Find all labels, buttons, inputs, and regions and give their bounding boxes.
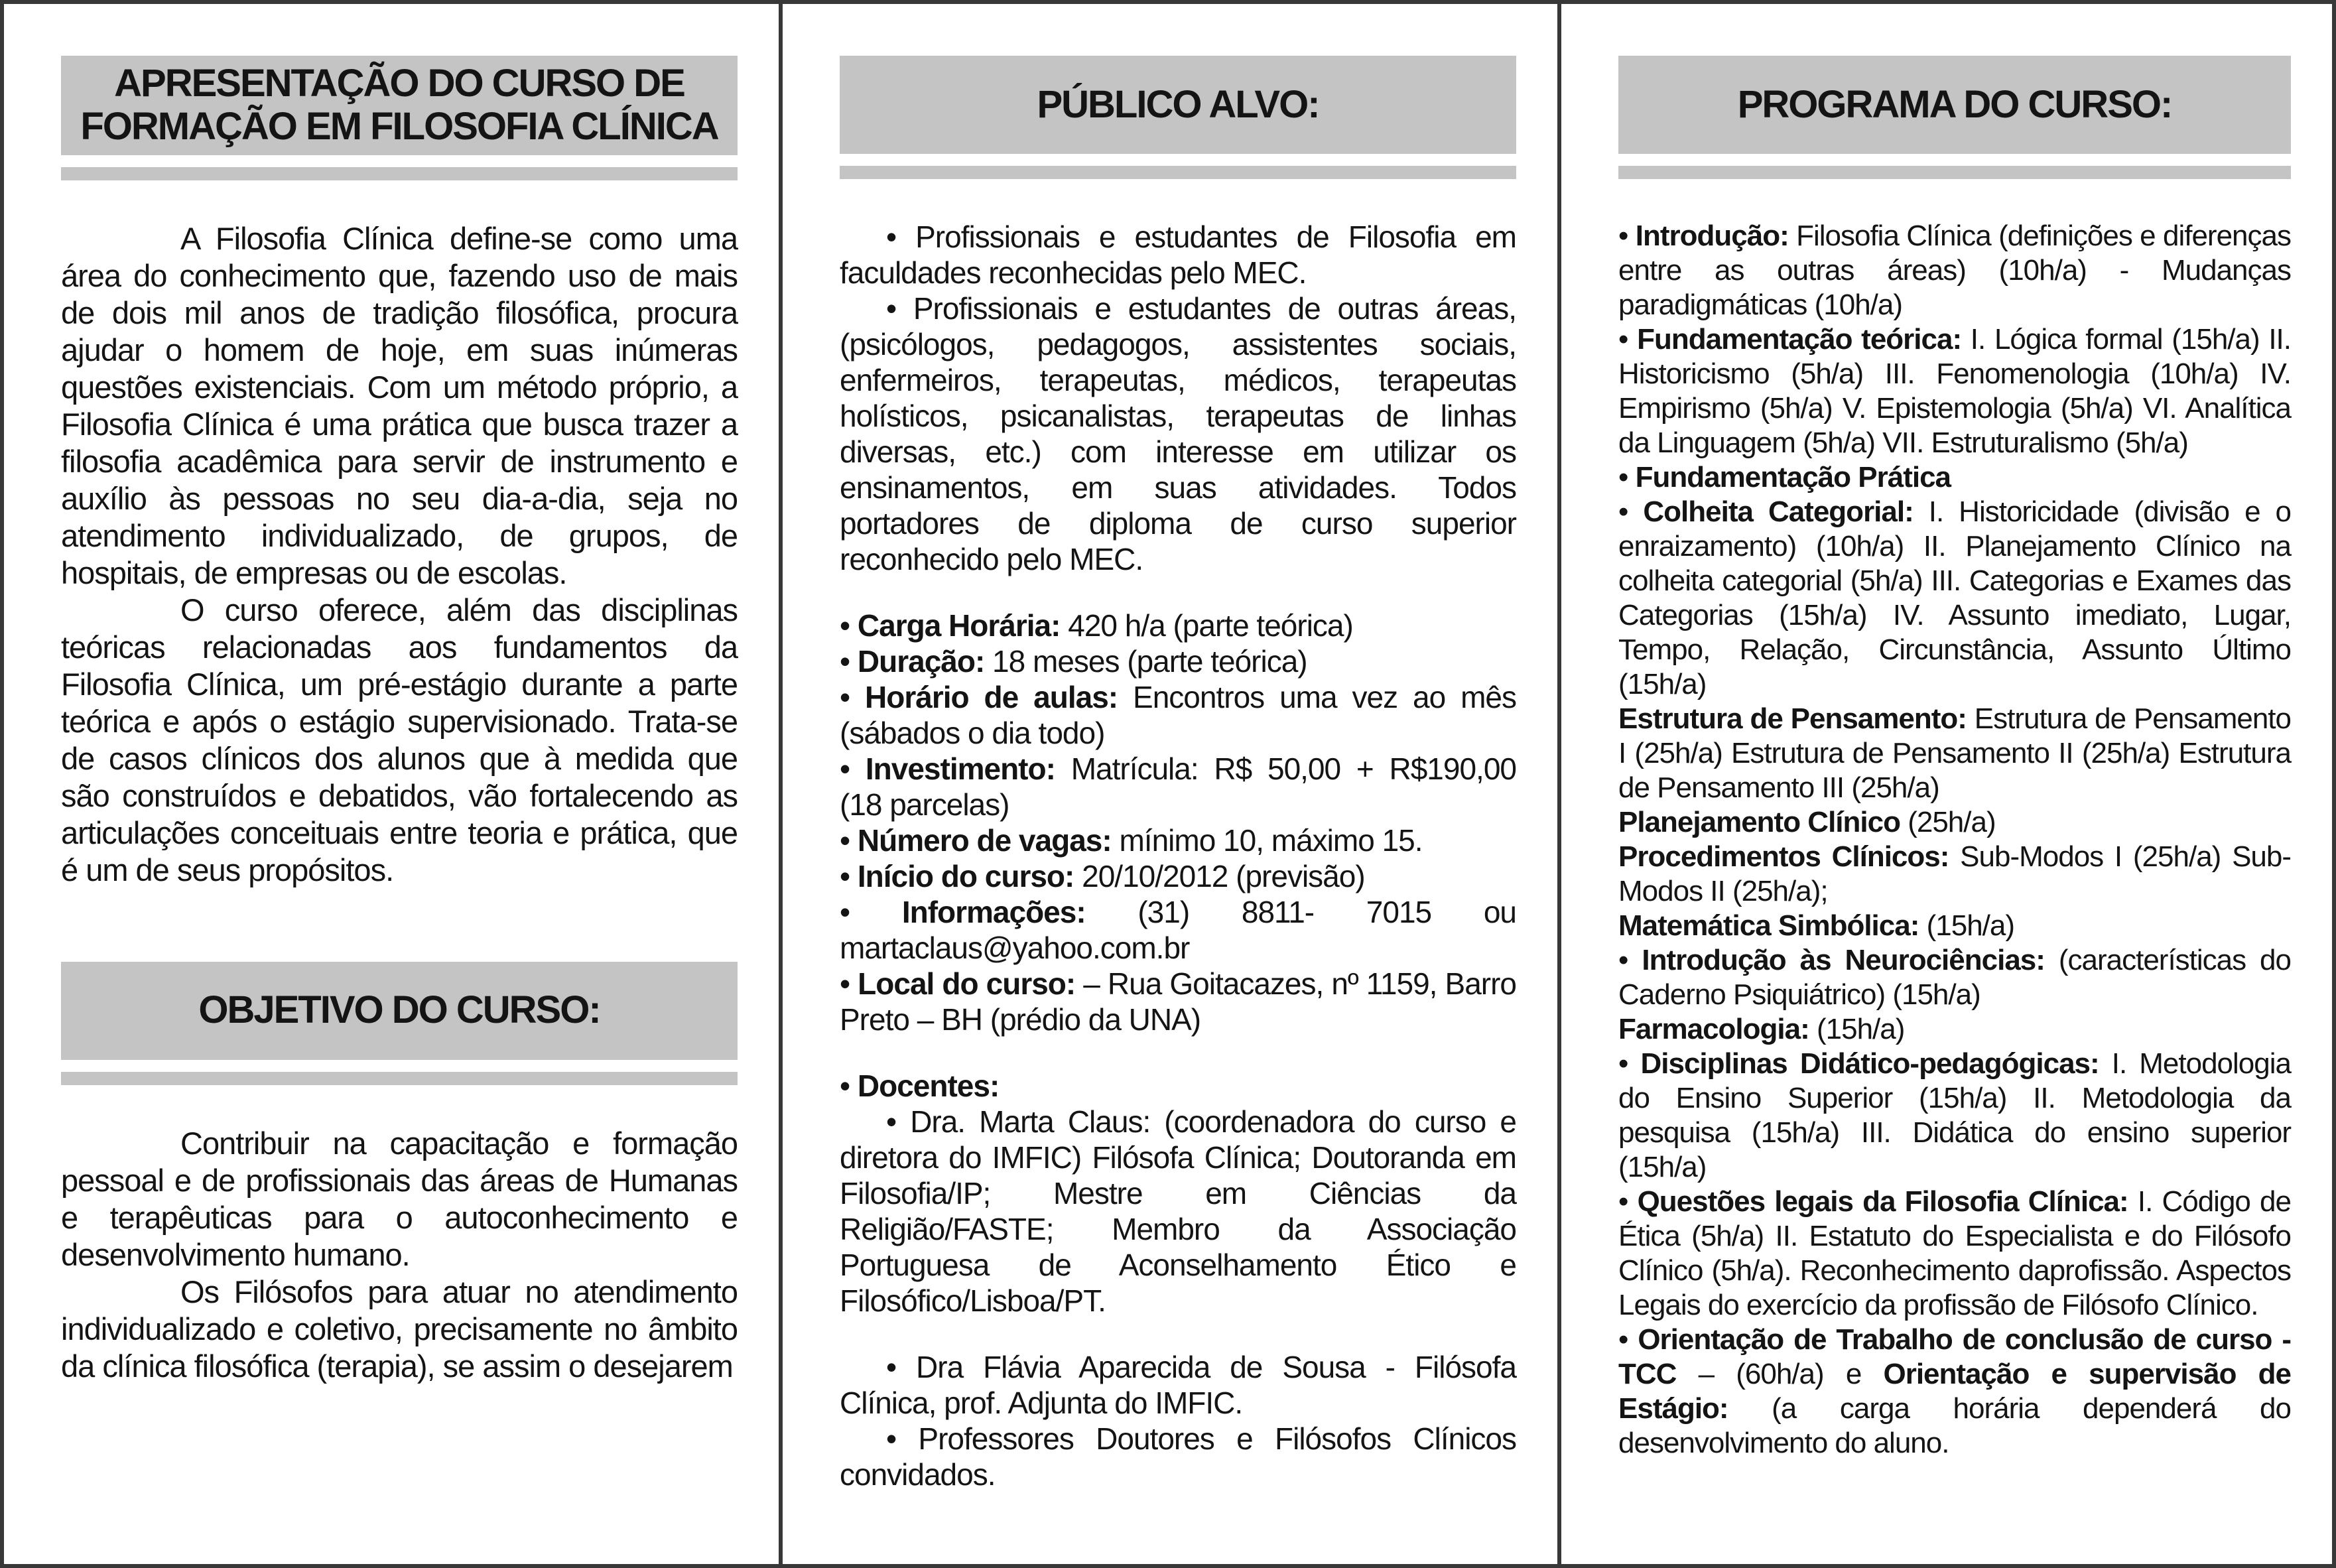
text-segment: (características do Caderno Psiquiátrico) (15h/a)	[1618, 944, 2292, 1011]
programa-item	[1618, 495, 2291, 702]
text-segment: Matemática Simbólica:	[1618, 909, 1919, 942]
text-segment: Introdução às Neurociências:	[1642, 944, 2045, 976]
programa-item	[1618, 322, 2291, 460]
text-segment: • Profissionais e estudantes de outras áreas, (psicólogos, pedagogos, assistentes sociais, enfermeiros, terapeutas, médicos, terapeutas holísticos, psicanalistas, terapeutas de linhas diversas, etc.) com interesse em utilizar os ensinamentos, em suas atividades. Todos portadores de diploma de curso superior reconhecido pelo MEC.	[840, 291, 1516, 576]
text-segment: Investimento:	[865, 751, 1055, 786]
text-segment: • Professores Doutores e Filósofos Clínicos convidados.	[840, 1421, 1516, 1492]
heading-underline-bar	[61, 1072, 738, 1085]
info-item	[840, 751, 1516, 822]
info-item	[840, 858, 1516, 894]
section-title: OBJETIVO DO CURSO:	[198, 988, 600, 1032]
info-item	[840, 1068, 1516, 1104]
programa-item	[1618, 219, 2291, 322]
paragraph	[61, 1125, 738, 1274]
text-segment: 18 meses (parte teórica)	[984, 644, 1307, 679]
text-segment: Planejamento Clínico	[1618, 806, 1900, 838]
text-segment: Docentes:	[857, 1069, 1000, 1103]
paragraph	[61, 592, 738, 889]
text-segment: Informações:	[901, 895, 1086, 929]
text-segment: Questões legais da Filosofia Clínica:	[1637, 1185, 2128, 1218]
docente-item	[840, 1349, 1516, 1421]
text-segment: •	[1618, 1323, 1638, 1356]
info-item	[840, 608, 1516, 643]
info-item	[840, 822, 1516, 858]
text-segment: •	[1618, 1185, 1638, 1218]
text-segment: Local do curso:	[858, 966, 1076, 1001]
text-segment: I. Historicidade (divisão e o enraizamento) (10h/a) II. Planejamento Clínico na colheita categorial (5h/a) III. Categorias e Exames das Categorias (15h/a) IV. Assunto imediato, Lugar, Tempo, Relação, Circunstância, Assunto Último (15h/a)	[1618, 495, 2291, 700]
text-segment: •	[840, 895, 902, 929]
programa-item	[1618, 840, 2291, 909]
info-item	[840, 894, 1516, 966]
text-segment: Encontros uma vez ao mês (sábados o dia todo)	[840, 680, 1516, 750]
text-segment: – Rua Goitacazes, nº 1159, Barro Preto – BH (prédio da UNA)	[840, 966, 1517, 1037]
text-segment: • Dra. Marta Claus: (coordenadora do curso e diretora do IMFIC) Filósofa Clínica; Doutoranda em Filosofia/IP; Mestre em Ciências da Religião/FASTE; Membro da Associação Portuguesa de Aconselhamento Ético e Filosófico/Lisboa/PT.	[840, 1104, 1516, 1318]
text-segment: (15h/a)	[1919, 909, 2015, 942]
programa-item	[1618, 1047, 2291, 1185]
text-segment: Carga Horária:	[857, 608, 1061, 643]
text-segment: Colheita Categorial:	[1643, 495, 1914, 528]
section-heading-bar	[61, 56, 738, 155]
text-segment: mínimo 10, máximo 15.	[1111, 823, 1423, 858]
text-segment: •	[840, 644, 858, 679]
text-segment: Procedimentos Clínicos:	[1618, 840, 1949, 873]
text-segment: • Profissionais e estudantes de Filosofia em faculdades reconhecidas pelo MEC.	[840, 220, 1516, 290]
text-segment: I. Lógica formal (15h/a) II. Historicismo (5h/a) III. Fenomenologia (10h/a) IV. Empirismo (5h/a) V. Epistemologia (5h/a) VI. Analítica da Linguagem (5h/a) VII. Estruturalismo (5h/a)	[1618, 323, 2291, 459]
text-segment: •	[1618, 220, 1636, 252]
section-title: PÚBLICO ALVO:	[1037, 82, 1319, 126]
text-segment: Os Filósofos para atuar no atendimento individualizado e coletivo, precisamente no âmbito da clínica filosófica (terapia), se assim o desejarem	[61, 1274, 738, 1384]
text-segment: Número de vagas:	[857, 823, 1112, 858]
docente-item	[840, 1421, 1516, 1492]
text-segment: •	[840, 966, 858, 1001]
text-segment: Duração:	[857, 644, 985, 679]
text-segment: Matrícula: R$ 50,00 + R$190,00 (18 parcelas)	[840, 751, 1516, 822]
text-segment: •	[840, 751, 866, 786]
text-segment: Estrutura de Pensamento I (25h/a) Estrutura de Pensamento II (25h/a) Estrutura de Pensamento III (25h/a)	[1618, 702, 2291, 804]
programa-item	[1618, 1185, 2291, 1323]
section-title: PROGRAMA DO CURSO:	[1737, 82, 2172, 126]
info-item	[840, 966, 1516, 1037]
section-heading-bar	[61, 962, 738, 1060]
text-segment: •	[840, 1069, 858, 1103]
text-segment: Estrutura de Pensamento:	[1618, 702, 1967, 735]
programa-item	[1618, 1323, 2291, 1461]
text-segment: 420 h/a (parte teórica)	[1060, 608, 1353, 643]
text-segment: •	[840, 680, 866, 714]
text-segment: Orientação de Trabalho de conclusão de curso - TCC	[1618, 1323, 2291, 1390]
bullet-item	[840, 219, 1516, 291]
column-apresentacao	[4, 4, 779, 1564]
programa-item	[1618, 1012, 2291, 1047]
text-segment: • Dra Flávia Aparecida de Sousa - Filósofa Clínica, prof. Adjunta do IMFIC.	[840, 1350, 1516, 1420]
text-segment: Horário de aulas:	[865, 680, 1118, 714]
programa-item	[1618, 702, 2291, 805]
text-segment: O curso oferece, além das disciplinas teóricas relacionadas aos fundamentos da Filosofia Clínica, um pré-estágio durante a parte teórica e após o estágio supervisionado. Trata-se de casos clínicos dos alunos que à medida que são construídos e debatidos, vão fortalecendo as articulações conceituais entre teoria e prática, que é um de seus propósitos.	[61, 592, 738, 887]
section-body-objetivo	[61, 1125, 738, 1385]
text-segment: •	[1618, 495, 1644, 528]
info-item	[840, 679, 1516, 751]
text-segment: Fundamentação teórica:	[1637, 323, 1962, 356]
programa-item	[1618, 805, 2291, 840]
text-segment: Fundamentação Prática	[1635, 461, 1951, 493]
text-segment: I. Código de Ética (5h/a) II. Estatuto do Especialista e do Filósofo Clínico (5h/a). Reconhecimento daprofissão. Aspectos Legais do exercício da profissão de Filósofo Clínico.	[1618, 1185, 2291, 1321]
programa-item	[1618, 460, 2291, 495]
text-segment: Início do curso:	[857, 859, 1074, 893]
text-segment: •	[1618, 1047, 1641, 1080]
text-segment: •	[1618, 461, 1636, 493]
text-segment: •	[1618, 323, 1638, 356]
text-segment: 20/10/2012 (previsão)	[1074, 859, 1365, 893]
text-segment: •	[840, 608, 858, 643]
heading-underline-bar	[840, 166, 1516, 179]
column-publico-alvo	[779, 4, 1557, 1564]
text-segment: I. Metodologia do Ensino Superior (15h/a) II. Metodologia da pesquisa (15h/a) III. Didática do ensino superior (15h/a)	[1618, 1047, 2291, 1183]
text-segment: (15h/a)	[1809, 1013, 1905, 1045]
text-segment: Sub-Modos I (25h/a) Sub-Modos II (25h/a);	[1618, 840, 2292, 907]
text-segment: A Filosofia Clínica define-se como uma área do conhecimento que, fazendo uso de mais de dois mil anos de tradição filosófica, procura ajudar o homem de hoje, em suas inúmeras questões existenciais. Com um método próprio, a Filosofia Clínica é uma prática que busca trazer a filosofia acadêmica para servir de instrumento e auxílio às pessoas no seu dia-a-dia, seja no atendimento individualizado, de grupos, de hospitais, de empresas ou de escolas.	[61, 220, 738, 590]
text-segment: Farmacologia:	[1618, 1013, 1809, 1045]
section-heading-bar	[840, 56, 1516, 154]
text-segment: (25h/a)	[1900, 806, 1996, 838]
heading-underline-bar	[61, 167, 738, 180]
docente-item	[840, 1104, 1516, 1319]
section-body-programa	[1618, 219, 2291, 1461]
section-body-publico-alvo	[840, 219, 1516, 1492]
column-programa	[1557, 4, 2332, 1564]
paragraph	[61, 1274, 738, 1385]
text-segment: Disciplinas Didático-pedagógicas:	[1640, 1047, 2099, 1080]
bullet-item	[840, 291, 1516, 577]
programa-item	[1618, 943, 2291, 1012]
text-segment: •	[840, 859, 858, 893]
text-segment: Orientação e supervisão de Estágio:	[1618, 1358, 2291, 1425]
text-segment: •	[840, 823, 858, 858]
text-segment: (31) 8811- 7015 ou martaclaus@yahoo.com.br	[840, 895, 1516, 965]
programa-item	[1618, 909, 2291, 943]
paragraph	[61, 220, 738, 592]
text-segment: Introdução:	[1635, 220, 1789, 252]
section-title: APRESENTAÇÃO DO CURSO DE FORMAÇÃO EM FILOSOFIA CLÍNICA	[80, 62, 718, 148]
info-item	[840, 643, 1516, 679]
text-segment: – (60h/a) e	[1676, 1358, 1884, 1390]
text-segment: •	[1618, 944, 1642, 976]
text-segment: (a carga horária dependerá do desenvolvimento do aluno.	[1618, 1392, 2291, 1459]
text-segment: Contribuir na capacitação e formação pessoal e de profissionais das áreas de Humanas e terapêuticas para o autoconhecimento e desenvolvimento humano.	[61, 1125, 738, 1272]
section-heading-bar	[1618, 56, 2291, 154]
heading-underline-bar	[1618, 166, 2291, 179]
text-segment: Filosofia Clínica (definições e diferenças entre as outras áreas) (10h/a) - Mudanças paradigmáticas (10h/a)	[1618, 220, 2291, 321]
section-body-apresentacao	[61, 220, 738, 889]
